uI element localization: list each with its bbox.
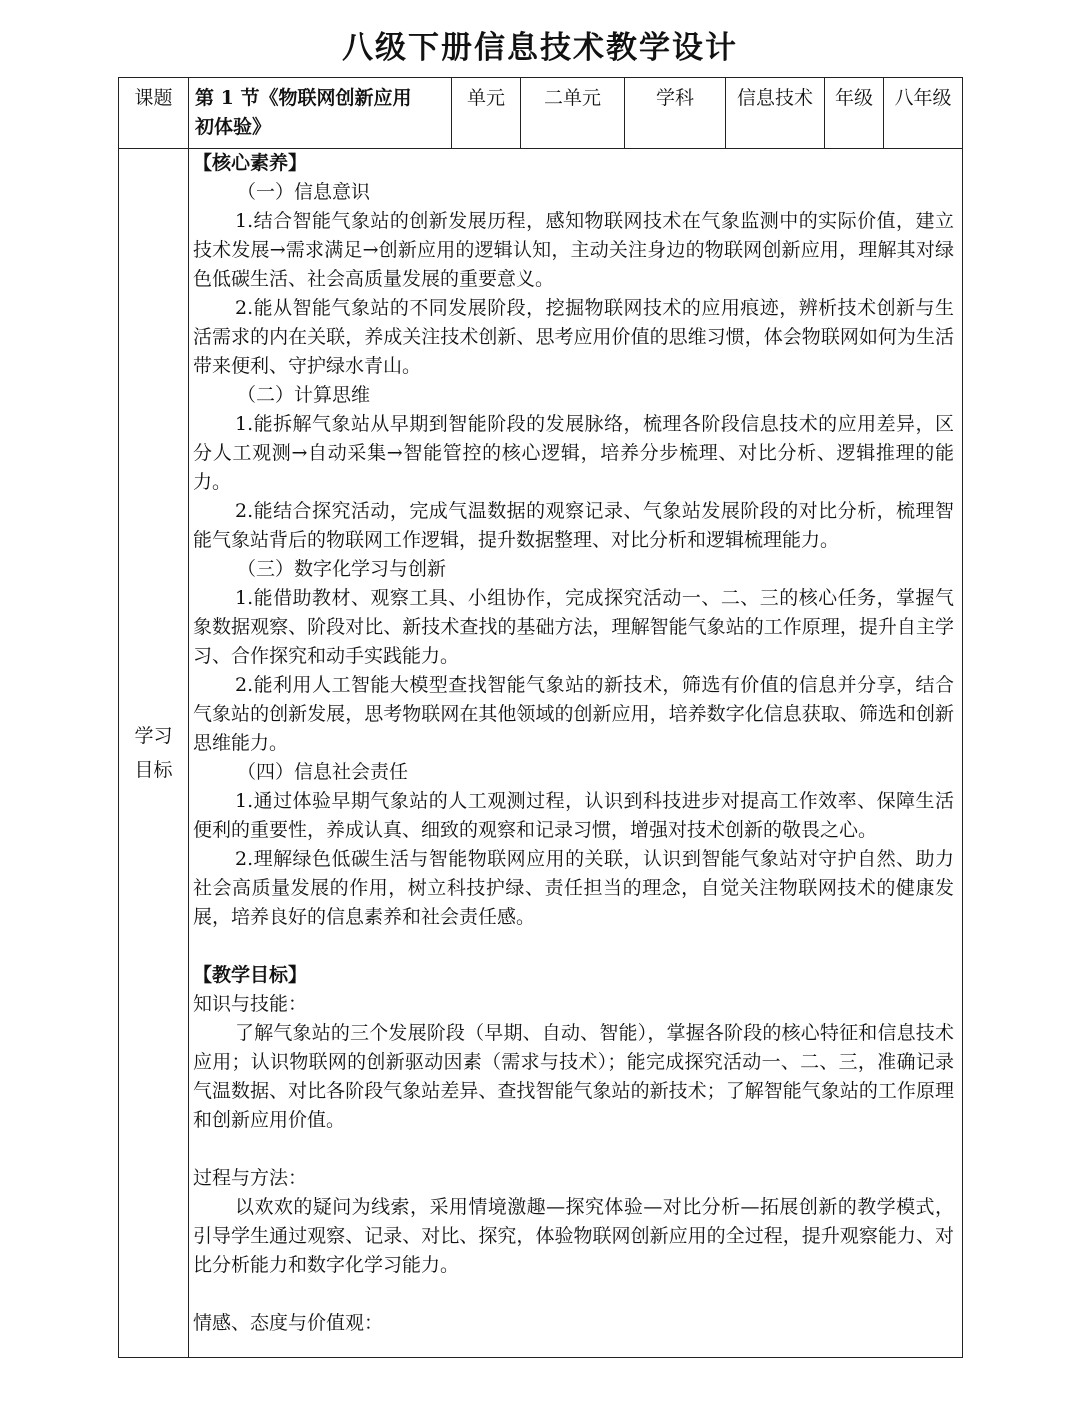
knowledge-skills-label: 知识与技能： [193,993,308,1015]
section-info-awareness-title: （一）信息意识 [237,181,371,203]
social-responsibility-paragraph-2: 2.理解绿色低碳生活与智能物联网应用的关联，认识到智能气象站对守护自然、助力社会高质量发展的作用，树立科技护绿、责任担当的理念，自觉关注物联网技术的健康发展，培养良好的信息素养和社会责任感。 [193,848,954,928]
spacer [193,1135,954,1164]
header-row [119,78,963,149]
topic-value-line1: 第 1 节《物联网创新应用 [195,87,412,109]
core-literacy-heading: 【核心素养】 [193,152,308,174]
process-methods-text: 以欢欢的疑问为线索，采用情境激趣—探究体验—对比分析—拓展创新的教学模式，引导学生通过观察、记录、对比、探究，体验物联网创新应用的全过程，提升观察能力、对比分析能力和数字化学习能力。 [193,1196,954,1276]
unit-label: 单元 [452,78,521,149]
subject-label: 学科 [625,78,726,149]
knowledge-skills-text: 了解气象站的三个发展阶段（早期、自动、智能），掌握各阶段的核心特征和信息技术应用；认识物联网的创新驱动因素（需求与技术）；能完成探究活动一、二、三，准确记录气温数据、对比各阶段气象站差异、查找智能气象站的新技术；了解智能气象站的工作原理和创新应用价值。 [193,1022,954,1131]
grade-label: 年级 [825,78,884,149]
social-responsibility-paragraph-1: 1.通过体验早期气象站的人工观测过程，认识到科技进步对提高工作效率、保障生活便利的重要性，养成认真、细致的观察和记录习惯，增强对技术创新的敬畏之心。 [193,790,954,841]
process-methods-label: 过程与方法： [193,1167,308,1189]
goals-side-label-line2: 目标 [134,759,173,781]
grade-value: 八年级 [884,78,963,149]
page-title: 八级下册信息技术教学设计 [342,30,738,66]
section-digital-learning-title: （三）数字化学习与创新 [237,558,447,580]
goals-side-label-line1: 学习 [134,725,173,747]
unit-value: 二单元 [521,78,625,149]
section-social-responsibility-title: （四）信息社会责任 [237,761,409,783]
spacer [193,932,954,961]
computational-thinking-paragraph-1: 1.能拆解气象站从早期到智能阶段的发展脉络，梳理各阶段信息技术的应用差异，区分人工观测→自动采集→智能管控的核心逻辑，培养分步梳理、对比分析、逻辑推理的能力。 [193,413,954,493]
section-computational-thinking-title: （二）计算思维 [237,384,371,406]
topic-value-line2: 初体验》 [195,116,272,138]
teaching-goals-heading: 【教学目标】 [193,964,308,986]
computational-thinking-paragraph-2: 2.能结合探究活动，完成气温数据的观察记录、气象站发展阶段的对比分析，梳理智能气象站背后的物联网工作逻辑，提升数据整理、对比分析和逻辑梳理能力。 [193,500,954,551]
digital-learning-paragraph-2: 2.能利用人工智能大模型查找智能气象站的新技术，筛选有价值的信息并分享，结合气象站的创新发展，思考物联网在其他领域的创新应用，培养数字化信息获取、筛选和创新思维能力。 [193,674,954,754]
subject-value: 信息技术 [726,78,825,149]
lesson-plan-table [118,77,963,1358]
info-awareness-paragraph-2: 2.能从智能气象站的不同发展阶段，挖掘物联网技术的应用痕迹，辨析技术创新与生活需求的内在关联，养成关注技术创新、思考应用价值的思维习惯，体会物联网如何为生活带来便利、守护绿水青山。 [193,297,954,377]
goals-side-label [119,149,189,1358]
emotion-values-label: 情感、态度与价值观： [193,1312,384,1334]
spacer [193,1280,954,1309]
digital-learning-paragraph-1: 1.能借助教材、观察工具、小组协作，完成探究活动一、二、三的核心任务，掌握气象数据观察、阶段对比、新技术查找的基础方法，理解智能气象站的工作原理，提升自主学习、合作探究和动手实践能力。 [193,587,954,667]
topic-value [189,78,452,149]
topic-label: 课题 [119,78,189,149]
info-awareness-paragraph-1: 1.结合智能气象站的创新发展历程，感知物联网技术在气象监测中的实际价值，建立技术发展→需求满足→创新应用的逻辑认知，主动关注身边的物联网创新应用，理解其对绿色低碳生活、社会高质量发展的重要意义。 [193,210,954,290]
goals-content [189,149,963,1358]
goals-row [119,149,963,1358]
